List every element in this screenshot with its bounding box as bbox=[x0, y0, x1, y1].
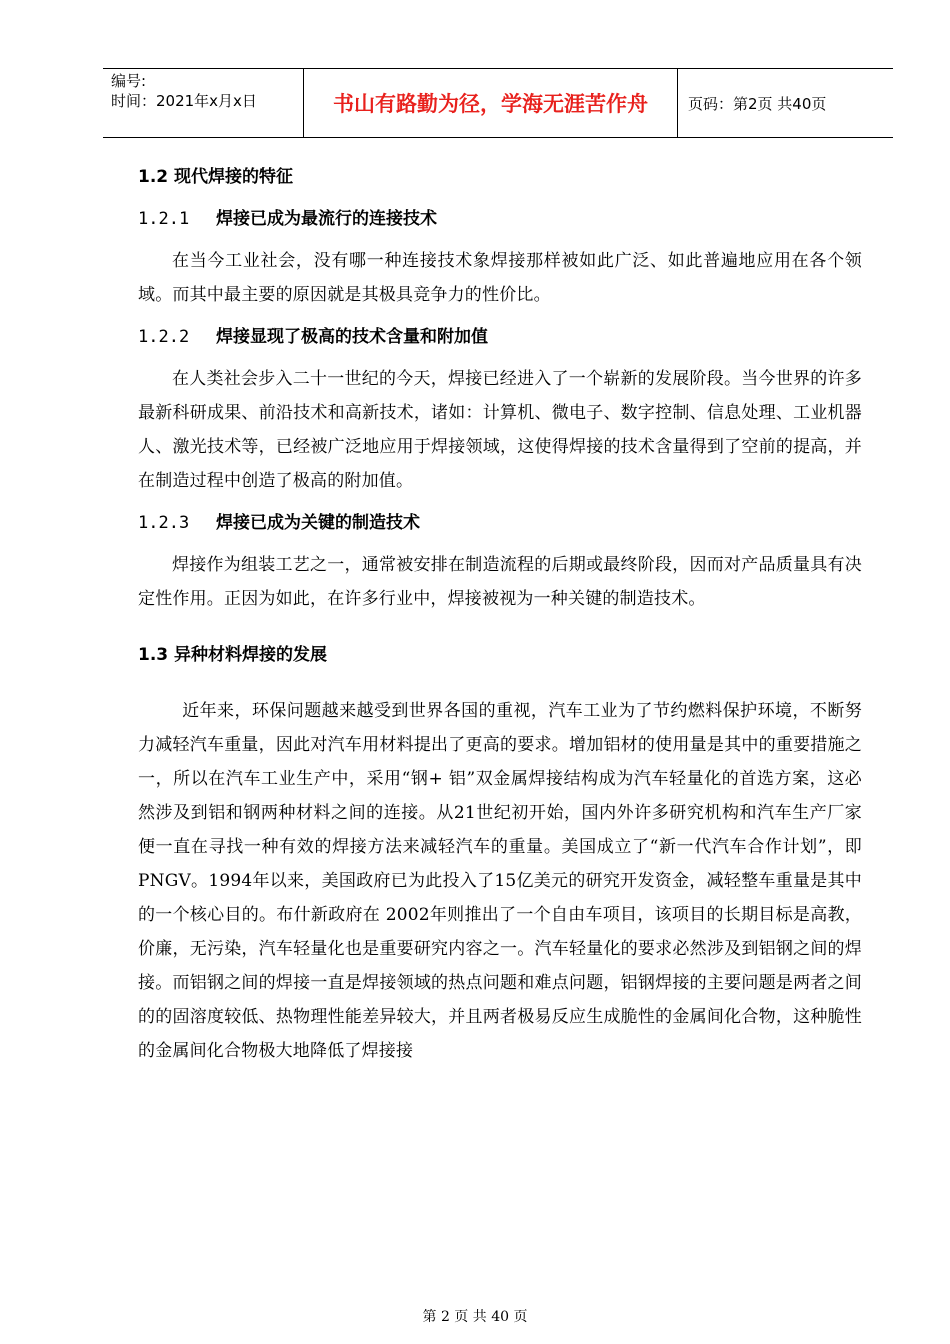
subsection-title: 焊接已成为关键的制造技术 bbox=[216, 513, 420, 533]
subsection-number: 1.2.2 bbox=[138, 327, 190, 347]
page-footer: 第 2 页 共 40 页 bbox=[422, 1309, 528, 1325]
section-heading-1-2: 1.2 现代焊接的特征 bbox=[138, 167, 294, 187]
subsection-number: 1.2.1 bbox=[138, 209, 190, 229]
subsection-title: 焊接已成为最流行的连接技术 bbox=[216, 209, 437, 229]
header-meta bbox=[103, 69, 304, 137]
subsection-heading-1-2-2 bbox=[138, 320, 862, 354]
page-header bbox=[103, 68, 893, 138]
header-page-number: 页码：第2页 共40页 bbox=[688, 94, 827, 113]
paragraph-1-2-1: 在当今工业社会，没有哪一种连接技术象焊接那样被如此广泛、如此普遍地应用在各个领域。而其中最主要的原因就是其极具竞争力的性价比。 bbox=[138, 251, 862, 305]
header-motto: 书山有路勤为径，学海无涯苦作舟 bbox=[304, 69, 678, 137]
document-number-label: 编号: bbox=[111, 72, 147, 90]
paragraph-1-2-2: 在人类社会步入二十一世纪的今天，焊接已经进入了一个崭新的发展阶段。当今世界的许多最新科研成果、前沿技术和高新技术，诸如：计算机、微电子、数字控制、信息处理、工业机器人、激光技术等，已经被广泛地应用于焊接领域，这使得焊接的技术含量得到了空前的提高，并在制造过程中创造了极高的附加值。 bbox=[138, 369, 862, 491]
subsection-heading-1-2-3 bbox=[138, 506, 862, 540]
document-body bbox=[138, 160, 862, 1068]
section-heading-1-3: 1.3 异种材料焊接的发展 bbox=[138, 645, 328, 665]
subsection-heading-1-2-1 bbox=[138, 202, 862, 236]
subsection-number: 1.2.3 bbox=[138, 513, 190, 533]
document-date: 时间：2021年x月x日 bbox=[111, 92, 257, 110]
paragraph-1-2-3: 焊接作为组装工艺之一，通常被安排在制造流程的后期或最终阶段，因而对产品质量具有决定性作用。正因为如此，在许多行业中，焊接被视为一种关键的制造技术。 bbox=[138, 555, 862, 609]
paragraph-1-3: 近年来，环保问题越来越受到世界各国的重视，汽车工业为了节约燃料保护环境，不断努力减轻汽车重量，因此对汽车用材料提出了更高的要求。增加铝材的使用量是其中的重要措施之一，所以在汽车工业生产中，采用“钢+ 铝”双金属焊接结构成为汽车轻量化的首选方案，这必然涉及到铝和钢两种材料之间的连接。从21世纪初开始，国内外许多研究机构和汽车生产厂家便一直在寻找一种有效的焊接方法来减轻汽车的重量。美国成立了“新一代汽车合作计划”，即PNGV。1994年以来，美国政府已为此投入了15亿美元的研究开发资金，减轻整车重量是其中的一个核心目的。布什新政府在 2002年则推出了一个自由车项目，该项目的长期目标是高教，价廉，无污染，汽车轻量化也是重要研究内容之一。汽车轻量化的要求必然涉及到铝钢之间的焊接。而铝钢之间的焊接一直是焊接领域的热点问题和难点问题，铝钢焊接的主要问题是两者之间的的固溶度较低、热物理性能差异较大，并且两者极易反应生成脆性的金属间化合物，这种脆性的金属间化合物极大地降低了焊接接 bbox=[138, 701, 862, 1061]
subsection-title: 焊接显现了极高的技术含量和附加值 bbox=[216, 327, 488, 347]
